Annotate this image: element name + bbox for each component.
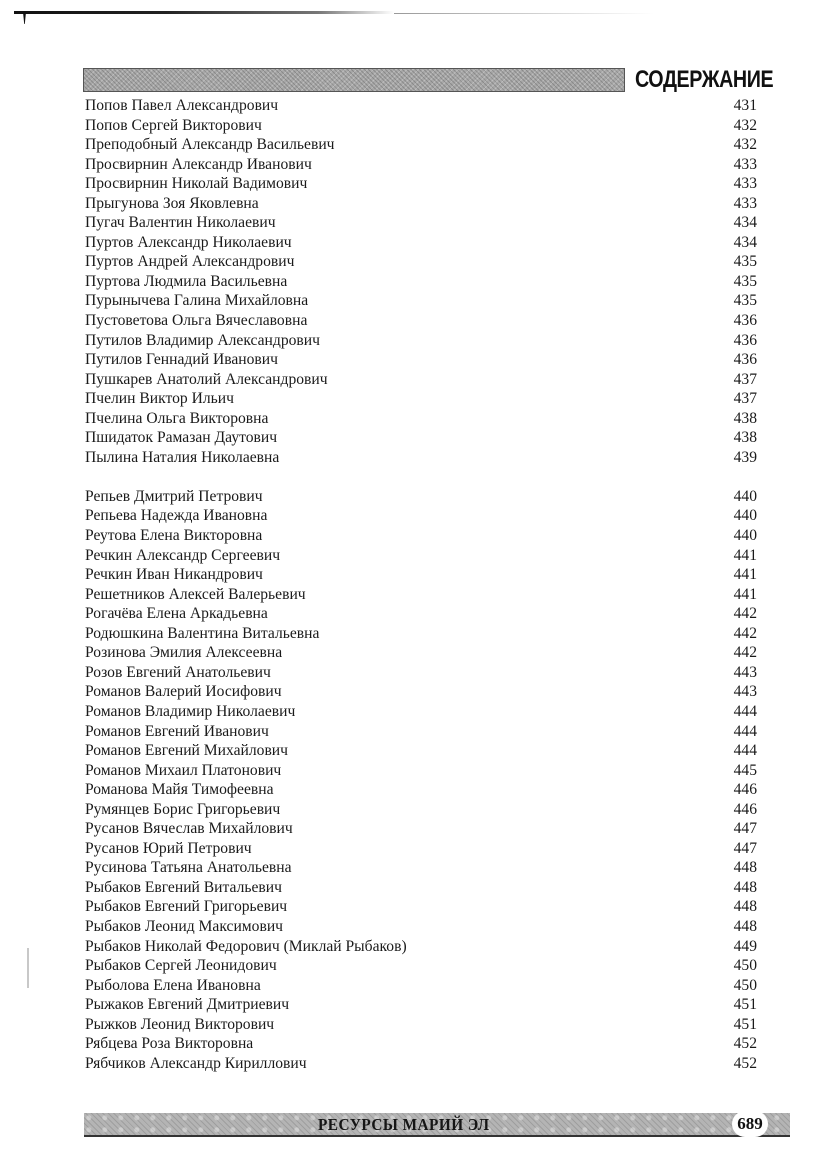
toc-entry-page: 451 (733, 996, 757, 1014)
toc-entry-page: 443 (733, 683, 757, 701)
toc-entry-page: 435 (733, 253, 757, 271)
toc-entry-name: Путилов Геннадий Иванович (85, 351, 278, 369)
toc-entry (85, 995, 757, 1015)
toc-entry (85, 174, 757, 194)
toc-entry-page: 442 (733, 624, 757, 642)
toc-entry (85, 506, 757, 526)
toc-entry (85, 96, 757, 116)
page-title: СОДЕРЖАНИЕ (634, 66, 773, 93)
page-footer (84, 1113, 790, 1137)
toc-entry (85, 585, 757, 605)
toc-entry (85, 233, 757, 253)
toc-entry-page: 434 (733, 214, 757, 232)
toc-entry-page: 443 (733, 663, 757, 681)
toc-entry-name: Рябчиков Александр Кириллович (85, 1054, 307, 1072)
toc-entry-name: Репьев Дмитрий Петрович (85, 487, 263, 505)
toc-entry-page: 441 (733, 546, 757, 564)
toc-entry-name: Путилов Владимир Александрович (85, 331, 320, 349)
toc-entry-page: 450 (733, 957, 757, 975)
toc-entry-page: 447 (733, 820, 757, 838)
toc-entry (85, 800, 757, 820)
toc-entry (85, 389, 757, 409)
toc-entry-name: Пуртов Александр Николаевич (85, 233, 292, 251)
toc-entry-name: Романов Евгений Иванович (85, 722, 269, 740)
toc-entry (85, 761, 757, 781)
toc-entry-page: 442 (733, 605, 757, 623)
toc-entry (85, 331, 757, 351)
toc-entry-page: 431 (733, 97, 757, 114)
toc-entry-name: Преподобный Александр Васильевич (85, 136, 335, 154)
toc-entry (85, 897, 757, 917)
header-decorative-bar (83, 68, 625, 92)
toc-entry-page: 442 (733, 644, 757, 662)
toc-entry-name: Рыбаков Евгений Витальевич (85, 878, 282, 896)
toc-entry-page: 435 (733, 292, 757, 310)
toc-entry (85, 604, 757, 624)
toc-entry (85, 663, 757, 683)
toc-entry-name: Русанов Юрий Петрович (85, 839, 252, 857)
toc-entry-name: Романов Валерий Иосифович (85, 683, 282, 701)
toc-entry-page: 448 (733, 878, 757, 896)
toc-entry (85, 624, 757, 644)
scan-artifact-line-faint (394, 13, 654, 14)
toc-entry (85, 917, 757, 937)
toc-entry (85, 858, 757, 878)
toc-entry-page: 444 (733, 742, 757, 760)
toc-entry-name: Пуртов Андрей Александрович (85, 253, 295, 271)
toc-entry-name: Родюшкина Валентина Витальевна (85, 624, 320, 642)
toc-entry-page: 448 (733, 859, 757, 877)
toc-entry-name: Пшидаток Рамазан Даутович (85, 429, 278, 447)
toc-entry-name: Рыбаков Евгений Григорьевич (85, 898, 288, 916)
toc-entry-page: 446 (733, 781, 757, 799)
toc-entry-page: 432 (733, 136, 757, 154)
toc-entry-name: Русинова Татьяна Анатольевна (85, 859, 292, 877)
toc-entry-name: Пушкарев Анатолий Александрович (85, 370, 328, 388)
toc-entry-page: 452 (733, 1054, 757, 1072)
toc-entry-name: Романов Михаил Платонович (85, 761, 282, 779)
toc-group-spacer (85, 467, 757, 487)
toc-entry (85, 702, 757, 722)
toc-entry (85, 448, 757, 468)
toc-entry (85, 370, 757, 390)
toc-entry-page: 438 (733, 409, 757, 427)
toc-entry (85, 937, 757, 957)
toc-entry (85, 194, 757, 214)
toc-entry-page: 437 (733, 370, 757, 388)
page-number: 689 (732, 1111, 768, 1137)
toc-entry-name: Пурынычева Галина Михайловна (85, 292, 309, 310)
toc-entry (85, 252, 757, 272)
toc-entry-page: 435 (733, 272, 757, 290)
toc-entry-name: Пустоветова Ольга Вячеславовна (85, 312, 308, 330)
toc-entry (85, 722, 757, 742)
toc-entry-page: 444 (733, 702, 757, 720)
scan-artifact-tick (23, 12, 26, 24)
toc-entry-name: Речкин Иван Никандрович (85, 566, 263, 584)
toc-entry-page: 451 (733, 1015, 757, 1033)
toc-entry-name: Прыгунова Зоя Яковлевна (85, 194, 259, 212)
toc-entry (85, 272, 757, 292)
toc-entry-name: Русанов Вячеслав Михайлович (85, 820, 293, 838)
scan-artifact-line (14, 11, 394, 14)
toc-entry (85, 526, 757, 546)
toc-entry-name: Рыжков Леонид Викторович (85, 1015, 275, 1033)
toc-entry-page: 432 (733, 116, 757, 134)
toc-entry-page: 452 (733, 1035, 757, 1053)
toc-entry-page: 436 (733, 351, 757, 369)
toc-entry (85, 116, 757, 136)
toc-entry-name: Румянцев Борис Григорьевич (85, 800, 281, 818)
toc-entry-name: Рыжаков Евгений Дмитриевич (85, 996, 290, 1014)
toc-entry-name: Репьева Надежда Ивановна (85, 507, 268, 525)
toc-entry-name: Реутова Елена Викторовна (85, 527, 263, 545)
toc-entry (85, 1034, 757, 1054)
toc-entry (85, 350, 757, 370)
toc-entry-page: 436 (733, 331, 757, 349)
toc-entry-page: 433 (733, 175, 757, 193)
toc-entry-page: 441 (733, 585, 757, 603)
toc-entry (85, 311, 757, 331)
toc-entry-name: Рыбаков Леонид Максимович (85, 917, 284, 935)
toc-entry-page: 448 (733, 917, 757, 935)
toc-entry (85, 976, 757, 996)
toc-entry-page: 438 (733, 429, 757, 447)
toc-entry-name: Пуртова Людмила Васильевна (85, 272, 288, 290)
toc-entry-page: 433 (733, 194, 757, 212)
toc-entry (85, 155, 757, 175)
toc-entry-name: Розов Евгений Анатольевич (85, 663, 271, 681)
toc-group-p (85, 96, 757, 467)
toc-entry-page: 441 (733, 566, 757, 584)
page-header (83, 66, 803, 94)
toc-entry-page: 437 (733, 390, 757, 408)
toc-entry-name: Рыбаков Сергей Леонидович (85, 957, 277, 975)
toc-entry-name: Романова Майя Тимофеевна (85, 781, 274, 799)
toc-entry-page: 434 (733, 233, 757, 251)
toc-entry (85, 819, 757, 839)
toc-entry (85, 135, 757, 155)
toc-entry-page: 446 (733, 800, 757, 818)
toc-entry-page: 440 (733, 487, 757, 505)
table-of-contents (85, 96, 757, 1073)
toc-entry-name: Рыбаков Николай Федорович (Миклай Рыбаков) (85, 937, 407, 955)
toc-entry (85, 487, 757, 507)
toc-entry-name: Романов Евгений Михайлович (85, 742, 288, 760)
toc-entry-name: Романов Владимир Николаевич (85, 702, 296, 720)
toc-group-r (85, 487, 757, 1073)
toc-entry (85, 741, 757, 761)
toc-entry (85, 409, 757, 429)
toc-entry-name: Рогачёва Елена Аркадьевна (85, 605, 268, 623)
toc-entry (85, 291, 757, 311)
toc-entry-name: Рябцева Роза Викторовна (85, 1035, 254, 1053)
toc-entry (85, 213, 757, 233)
toc-entry-name: Попов Павел Александрович (85, 97, 279, 114)
toc-entry (85, 780, 757, 800)
toc-entry-name: Пчелина Ольга Викторовна (85, 409, 269, 427)
toc-entry (85, 428, 757, 448)
toc-entry-page: 447 (733, 839, 757, 857)
toc-entry-name: Просвирнин Николай Вадимович (85, 175, 308, 193)
toc-entry (85, 682, 757, 702)
toc-entry-page: 448 (733, 898, 757, 916)
toc-entry-page: 450 (733, 976, 757, 994)
toc-entry-name: Речкин Александр Сергеевич (85, 546, 281, 564)
toc-entry-name: Попов Сергей Викторович (85, 116, 262, 134)
toc-entry-name: Пугач Валентин Николаевич (85, 214, 276, 232)
toc-entry (85, 546, 757, 566)
toc-entry (85, 1054, 757, 1074)
toc-entry-name: Просвирнин Александр Иванович (85, 155, 312, 173)
toc-entry (85, 839, 757, 859)
toc-entry (85, 878, 757, 898)
toc-entry (85, 565, 757, 585)
toc-entry-page: 440 (733, 527, 757, 545)
toc-entry (85, 956, 757, 976)
toc-entry-page: 436 (733, 312, 757, 330)
toc-entry-page: 445 (733, 761, 757, 779)
toc-entry-name: Пчелин Виктор Ильич (85, 390, 234, 408)
scan-artifact-margin-mark (27, 948, 29, 988)
toc-entry-page: 449 (733, 937, 757, 955)
toc-entry-page: 433 (733, 155, 757, 173)
footer-title: РЕСУРСЫ МАРИЙ ЭЛ (318, 1115, 490, 1134)
toc-entry-page: 440 (733, 507, 757, 525)
toc-entry-name: Пылина Наталия Николаевна (85, 448, 280, 466)
toc-entry (85, 643, 757, 663)
toc-entry-page: 439 (733, 448, 757, 466)
toc-entry-page: 444 (733, 722, 757, 740)
toc-entry (85, 1015, 757, 1035)
toc-entry-name: Розинова Эмилия Алексеевна (85, 644, 283, 662)
toc-entry-name: Решетников Алексей Валерьевич (85, 585, 306, 603)
toc-entry-name: Рыболова Елена Ивановна (85, 976, 261, 994)
